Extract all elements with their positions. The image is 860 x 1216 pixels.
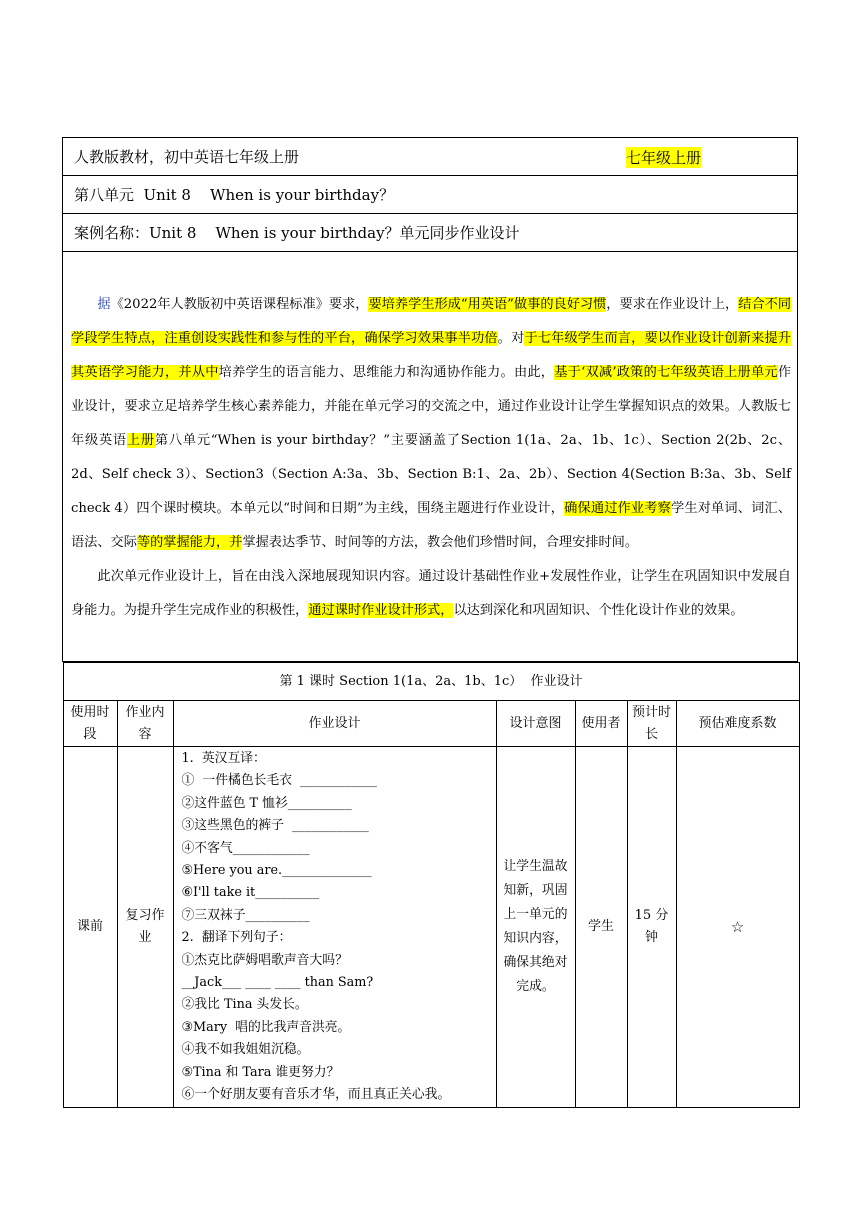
- design-line: ①杰克比萨姆唱歌声音大吗？: [181, 952, 348, 968]
- highlighted-text: 要培养学生形成“用英语”做事的良好习惯: [368, 296, 607, 312]
- highlighted-text: 结合不同学段学生特点，注重创设实践性和参与性的平台，确保学习效果事半功倍: [71, 296, 792, 346]
- highlighted-text: 上册: [126, 432, 155, 448]
- highlighted-text: 于七年级学生而言，要以作业设计创新来提升其英语学习能力，并从中: [71, 330, 792, 380]
- column-header: 作业内容: [117, 701, 173, 747]
- design-line: ⑥一个好朋友要有音乐才华，而且真正关心我。: [181, 1087, 451, 1103]
- paragraph-text: ，要求在作业设计上，: [606, 296, 739, 312]
- paragraph-text: 据: [97, 296, 111, 312]
- paragraph-text: 《2022年人教版初中英语课程标准》要求，: [110, 296, 369, 312]
- column-header: 预计时长: [627, 701, 676, 747]
- column-header: 预估难度系数: [676, 701, 799, 747]
- difficulty-star: ☆: [676, 747, 799, 1108]
- intro-section: [63, 252, 798, 662]
- paragraph-text: 第八单元“When is your birthday？”主要涵盖了Section 1(1a、2a、1b、1c）、Section 2(2b、2c、2d、Self check 3）、Section3（Section A:3a、3b、Section B:1、2a、2b）、Section 4(Section B:3a、3b、Self check 4）四个课时模块。本单元以“时间和日期”为主线，围绕主题进行作业设计，: [71, 432, 792, 516]
- user-cell: 学生: [575, 747, 627, 1108]
- document-table: [62, 137, 798, 1108]
- design-line: ②这件蓝色 T 恤衫__________: [181, 795, 352, 811]
- lesson-table: [63, 662, 800, 1108]
- column-header: 设计意图: [496, 701, 575, 747]
- paragraph-text: 培养学生的语言能力、思维能力和沟通协作能力。由此，: [218, 364, 555, 380]
- grade-label: 七年级上册: [626, 149, 702, 167]
- paragraph-text: 。对: [497, 330, 525, 346]
- design-line: ⑥I'll take it__________: [181, 885, 320, 901]
- textbook-label: 人教版教材，初中英语七年级上册: [74, 148, 300, 166]
- design-line: 1. 英汉互译：: [181, 751, 266, 766]
- textbook-row: [63, 138, 798, 176]
- intro-paragraph-1: [71, 288, 791, 560]
- paragraph-text: 此次单元作业设计上，旨在由浅入深地展现知识内容。通过设计基础性作业+发展性作业，让学生在巩固知识中发展自身能力。为提升学生完成作业的积极性，: [71, 568, 791, 618]
- paragraph-text: 学生对单词、词汇、语法、交际: [71, 500, 792, 550]
- column-header: 使用者: [575, 701, 627, 747]
- case-name: 案例名称：Unit 8 When is your birthday？单元同步作业设计: [74, 224, 520, 242]
- content-cell: 复习作业: [117, 747, 173, 1108]
- highlighted-text: 等的掌握能力，并: [136, 534, 243, 550]
- paragraph-text: 以达到深化和巩固知识、个性化设计作业的效果。: [453, 602, 744, 618]
- design-line: ④我不如我姐姐沉稳。: [181, 1042, 310, 1058]
- unit-title: 第八单元 Unit 8 When is your birthday？: [74, 186, 395, 204]
- design-line: ③Mary 唱的比我声音洪亮。: [181, 1019, 351, 1035]
- column-header: 作业设计: [173, 701, 496, 747]
- intent-cell: 让学生温故知新，巩固上一单元的知识内容，确保其绝对完成。: [496, 747, 575, 1108]
- lesson-caption: 第 1 课时 Section 1(1a、2a、1b、1c） 作业设计: [63, 663, 799, 701]
- unit-row: [63, 176, 798, 214]
- paragraph-text: 作业设计，要求立足培养学生核心素养能力，并能在单元学习的交流之中，通过作业设计让学生掌握知识点的效果。人教版七年级英语: [71, 364, 792, 448]
- column-header: 使用时段: [63, 701, 117, 747]
- design-line: ⑤Tina 和 Tara 谁更努力？: [181, 1064, 340, 1080]
- case-name-row: [63, 214, 798, 252]
- design-line: ⑤Here you are.______________: [181, 863, 372, 879]
- highlighted-text: 基于‘双减’政策的七年级英语上册单元: [554, 364, 778, 380]
- design-line: ②我比 Tina 头发长。: [181, 997, 308, 1013]
- design-line: ① 一件橘色长毛衣 ____________: [181, 773, 377, 789]
- period-cell: 课前: [63, 747, 117, 1108]
- design-line: 2. 翻译下列句子：: [181, 930, 292, 946]
- duration-cell: 15 分钟: [627, 747, 676, 1108]
- design-line: ④不客气____________: [181, 840, 310, 856]
- paragraph-text: 掌握表达季节、时间等的方法，教会他们珍惜时间，合理安排时间。: [242, 534, 639, 550]
- design-line: ③这些黑色的裤子 ____________: [181, 818, 369, 834]
- design-line: __Jack___ ____ ____ than Sam?: [181, 975, 374, 991]
- homework-design-document: [62, 137, 798, 1108]
- design-line: ⑦三双袜子__________: [181, 907, 310, 923]
- intro-paragraph-2: [71, 560, 791, 628]
- table-row: [63, 747, 799, 1108]
- lesson-section: [63, 662, 798, 1108]
- highlighted-text: 确保通过作业考察: [564, 500, 671, 516]
- lesson-header-row: [63, 701, 799, 747]
- highlighted-text: 通过课时作业设计形式，: [308, 602, 454, 618]
- design-cell: [173, 747, 496, 1108]
